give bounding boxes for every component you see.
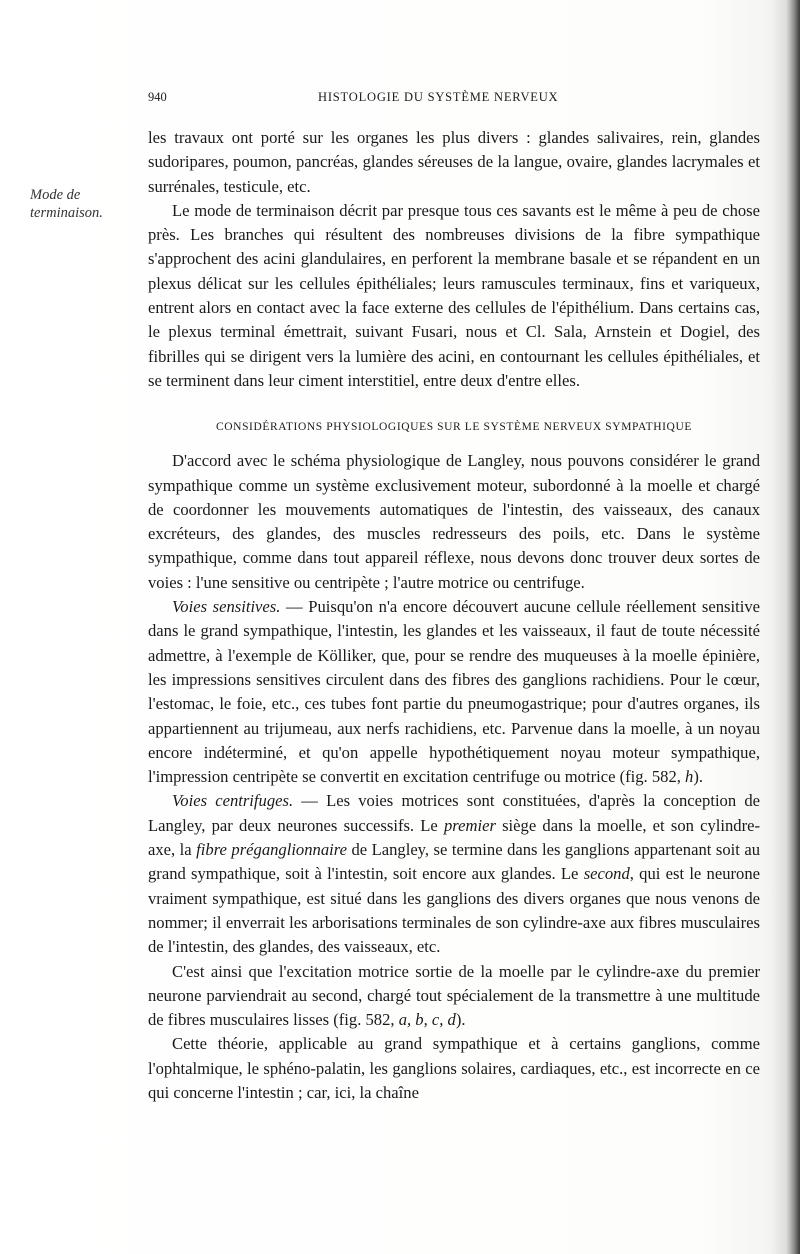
running-head (148, 90, 760, 108)
page-number: 940 (148, 90, 167, 104)
emphasis-premier: premier (443, 815, 496, 835)
run-in-heading-centrifugal: Voies centrifuges. (172, 791, 294, 811)
emphasis-fibre: fibre préganglionnaire (196, 840, 347, 860)
paragraph-4 (148, 595, 760, 789)
paragraph-5-text-d: , qui est le neurone vraiment sympathique, est situé dans les ganglions des divers organes que nous venons de nommer; il enverrait les arborisations terminales de son cylindre-axe aux fibres musculaires de l'intestin, des glandes, des vaisseaux, etc. (148, 864, 760, 957)
section-heading: CONSIDÉRATIONS PHYSIOLOGIQUES SUR LE SYSTÈME NERVEUX SYMPATHIQUE (215, 421, 692, 434)
paragraph-5-text-b: siège dans la moelle, et son cylindre-axe, la (148, 815, 761, 860)
run-in-heading-sensitive: Voies sensitives. (172, 597, 281, 617)
paragraph-4-text: — Puisqu'on n'a encore découvert aucune cellule réellement sensitive dans le grand sympathique, l'intestin, les glandes et les vaisseaux, il faut de toute nécessité admettre, à l'exemple de Kölliker, que, pour se rendre des muqueuses à la moelle épinière, les impressions sensitives circulent dans des fibres des ganglions rachidiens. Pour le cœur, l'estomac, le foie, etc., ces tubes font partie du pneumogastrique; pour d'autres organes, ils appartiennent au trijumeau, aux nerfs rachidiens, etc. Parvenue dans la moelle, à un noyau encore indéterminé, et qu'on appelle hypothétiquement noyau moteur sympathique, l'impression centripète se convertit en excitation centrifuge ou motrice (fig. 582, (148, 597, 760, 787)
paragraph-6-text-b: ). (455, 1010, 466, 1030)
page-binding-shadow (786, 0, 800, 1254)
paragraph-7: Cette théorie, applicable au grand sympathique et à certains ganglions, comme l'ophtalmique, le sphéno-palatin, les ganglions solaires, cardiaques, etc., est incorrecte en ce qui concerne l'intestin ; car, ici, la chaîne (148, 1034, 760, 1102)
running-title: HISTOLOGIE DU SYSTÈME NERVEUX (318, 90, 559, 104)
paragraph-6-text-a: C'est ainsi que l'excitation motrice sortie de la moelle par le cylindre-axe du premier neurone parviendrait au second, chargé tout spécialement de la transmettre à une multitude de fibres musculaires lisses (fig. 582, (148, 961, 760, 1030)
paragraph-3: D'accord avec le schéma physiologique de Langley, nous pouvons considérer le grand sympathique comme un système exclusivement moteur, subordonné à la moelle et chargé de coordonner les mouvements automatiques de l'intestin, des vaisseaux, des canaux excréteurs, des glandes, des muscles redresseurs des poils, etc. Dans le système sympathique, comme dans tout appareil réflexe, nous devons donc trouver deux sortes de voies : l'une sensitive ou centripète ; l'autre motrice ou centrifuge. (148, 451, 760, 592)
paragraph-2: Le mode de terminaison décrit par presque tous ces savants est le même à peu de chose près. Les branches qui résultent des nombreuses divisions de la fibre sympathique s'approchent des acini glandulaires, en perforent la membrane basale et se répandent en un plexus délicat sur les cellules épithéliales; leurs ramuscules terminaux, fins et variqueux, entrent alors en contact avec la face externe des cellules de l'épithélium. Dans certains cas, le plexus terminal émettrait, suivant Fusari, nous et Cl. Sala, Arnstein et Dogiel, des fibrilles qui se dirigent vers la lumière des acini, en contournant les cellules épithéliales, et se terminent dans leur ciment interstitiel, entre deux d'entre elles. (148, 200, 760, 390)
paragraph-5-text-a: — Les voies motrices sont constituées, d'après la conception de Langley, par deux neurones successifs. Le (148, 791, 761, 835)
paragraph-4-end: ). (693, 767, 704, 787)
paragraph-6 (148, 960, 760, 1033)
body-text (148, 126, 760, 1105)
paragraph-5-text-c: de Langley, se termine dans les ganglions appartenant soit au grand sympathique, soit à l'intestin, soit encore aux glandes. Le (148, 840, 761, 884)
emphasis-second: second (583, 864, 630, 884)
paragraph-1: les travaux ont porté sur les organes les plus divers : glandes salivaires, rein, glandes sudoripares, poumon, pancréas, glandes séreuses de la langue, ovaire, glandes lacrymales et surrénales, testicule, etc. (148, 128, 760, 196)
paragraph-5 (148, 789, 760, 959)
figure-letter: h (685, 767, 694, 787)
figure-letters: a, b, c, d (398, 1010, 456, 1030)
margin-note: Mode de terminaison. (30, 187, 103, 221)
